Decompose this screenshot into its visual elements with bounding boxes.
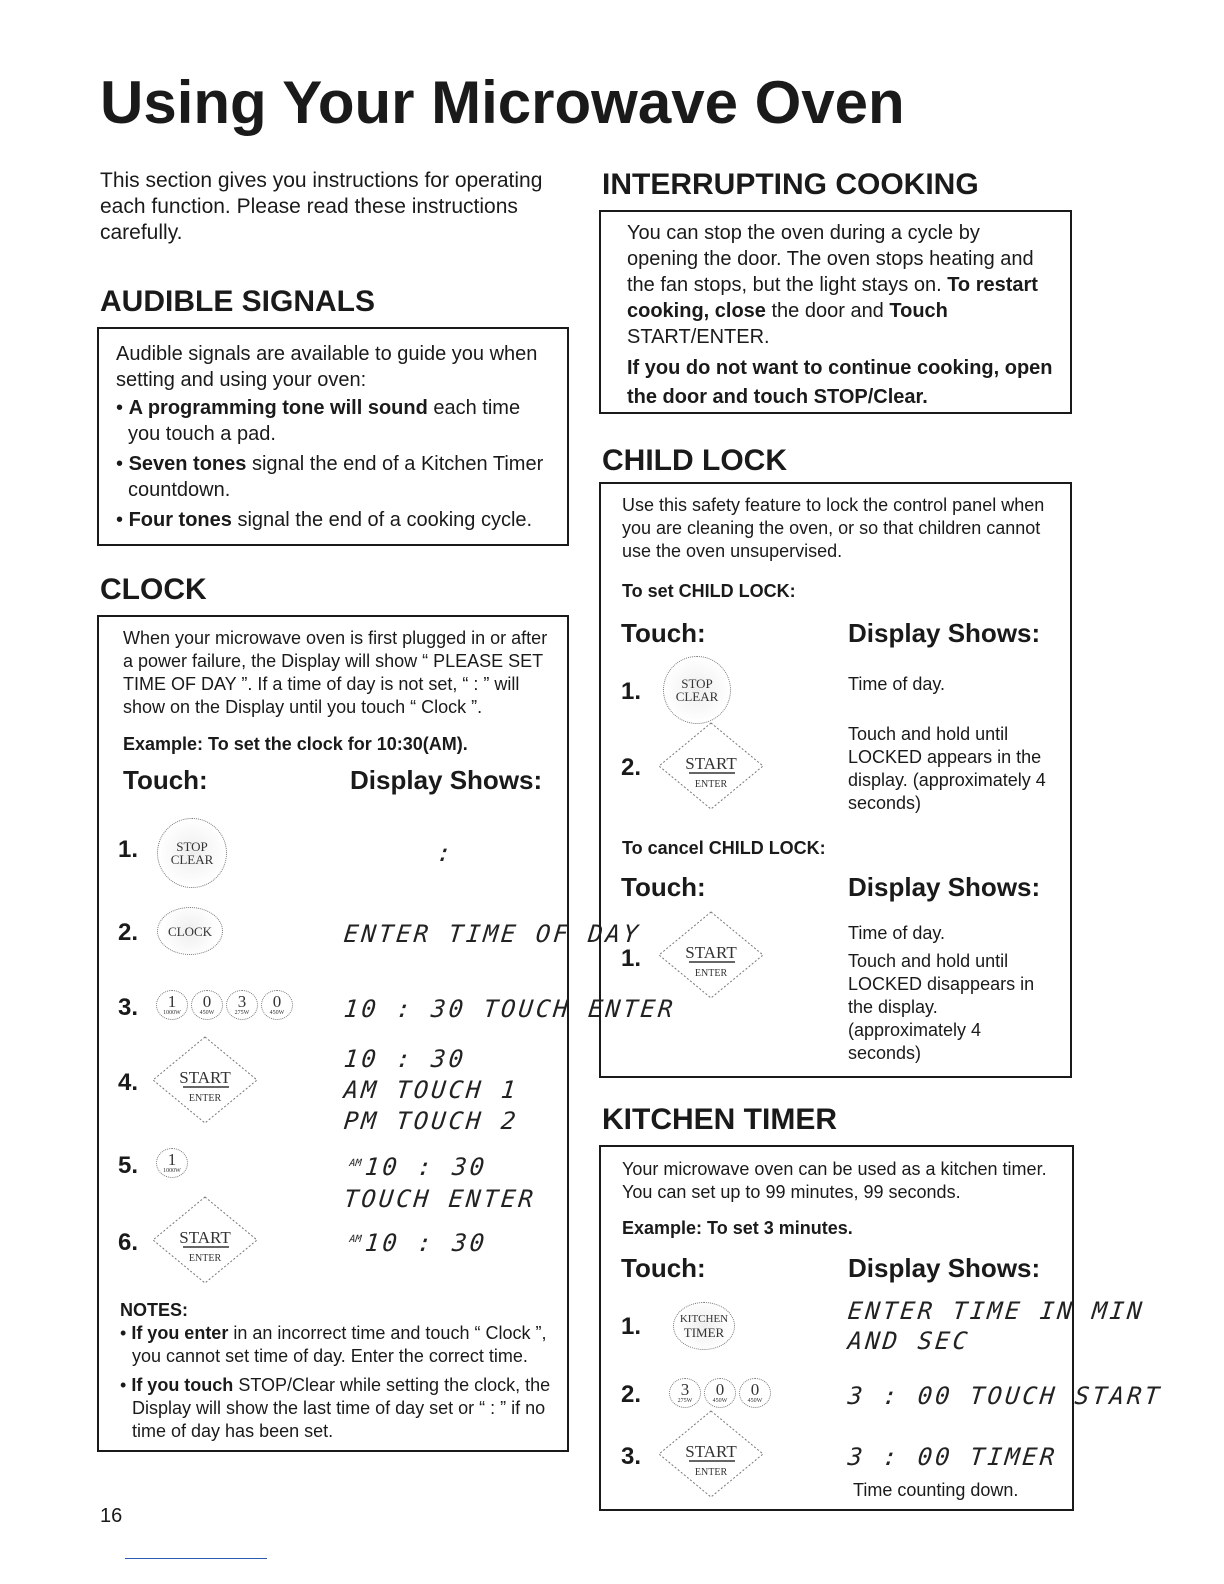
audible-bullet-1: • A programming tone will sound each time you touch a pad. [116, 397, 521, 445]
child-lock-cancel-display-header: Display Shows: [848, 872, 1041, 902]
svg-text:START: START [685, 1442, 737, 1461]
digit-1-pad[interactable]: 1 1000W [156, 1148, 188, 1178]
clock-step-4-num: 4. [118, 1069, 139, 1096]
kitchen-timer-text: Your microwave oven can be used as a kitchen timer. You can set up to 99 minutes, 99 seconds. [622, 1159, 1047, 1202]
start-enter-icon [657, 910, 765, 1000]
kitchen-timer-pad-label-2: TIMER [683, 1325, 725, 1340]
child-lock-heading: CHILD LOCK [602, 444, 787, 477]
stop-clear-label-2: CLEAR [675, 689, 719, 704]
clock-step-3-display: 10 : 30 TOUCH ENTER [342, 995, 678, 1023]
kitchen-timer-box [599, 1145, 1164, 1511]
kitchen-timer-display-header: Display Shows: [848, 1253, 1041, 1283]
clock-note-1: • If you enter in an incorrect time and touch “ Clock ”, you cannot set time of day. Enter the correct time. [120, 1323, 547, 1366]
svg-text:START: START [685, 754, 737, 773]
interrupting-box [599, 210, 1072, 414]
kitchen-timer-heading: KITCHEN TIMER [602, 1103, 837, 1136]
digit-0-pad[interactable]: 0 450W [191, 990, 223, 1020]
kitchen-timer-step-1-display-1: ENTER TIME IN MIN [846, 1297, 1147, 1325]
clock-pad[interactable] [157, 907, 223, 955]
clock-step-5-display-2: TOUCH ENTER [342, 1185, 538, 1213]
child-lock-box [599, 482, 1072, 1078]
start-enter-icon [657, 721, 765, 811]
kitchen-timer-pad[interactable] [673, 1302, 735, 1350]
kitchen-timer-step-2-display: 3 : 00 TOUCH START [846, 1382, 1164, 1410]
clock-touch-header: Touch: [123, 765, 208, 795]
svg-text:ENTER: ENTER [188, 1253, 222, 1264]
start-enter-pad[interactable] [657, 1409, 765, 1504]
child-lock-cancel-step-1-num: 1. [621, 945, 642, 972]
clock-step-5-num: 5. [118, 1152, 139, 1179]
clock-pad-label: CLOCK [167, 923, 213, 939]
clock-text: When your microwave oven is first plugged in or after a power failure, the Display will show “ PLEASE SET TIME OF DAY ”. If a time of day is not set, “ : ” will show on the Display until you touch “ Clock ”. [123, 628, 548, 717]
clock-step-6-display: $^{AM}$10 : 30 [348, 1229, 489, 1257]
start-enter-pad[interactable] [657, 721, 765, 816]
clock-step-3-num: 3. [118, 994, 139, 1021]
interrupting-heading: INTERRUPTING COOKING [602, 168, 979, 201]
interrupting-text-1: You can stop the oven during a cycle by opening the door. The oven stops heating and the fan stops, but the light stays on. To restart cooking, close the door and Touch START/ENTER. [627, 222, 1038, 348]
child-lock-cancel-step-1-display-2: Touch and hold until LOCKED disappears in the display. (approximately 4 seconds) [848, 951, 1035, 1063]
clock-step-1-display: : [435, 839, 456, 867]
digit-0-pad[interactable]: 0 450W [739, 1378, 771, 1408]
intro-text: This section gives you instructions for operating each function. Please read these instructions carefully. [100, 169, 543, 244]
child-lock-touch-header: Touch: [621, 618, 706, 648]
clock-step-4-display-1: 10 : 30 [342, 1045, 468, 1073]
svg-text:ENTER: ENTER [694, 779, 728, 790]
svg-text:ENTER: ENTER [694, 1467, 728, 1478]
child-lock-cancel-step-1-display-1: Time of day. [848, 923, 946, 943]
digit-3-pad[interactable]: 3 275W [226, 990, 258, 1020]
kitchen-timer-step-3-num: 3. [621, 1443, 642, 1470]
svg-text:ENTER: ENTER [188, 1093, 222, 1104]
digit-1-pad[interactable]: 1 1000W [156, 990, 188, 1020]
clock-notes-label: NOTES: [120, 1300, 189, 1320]
clock-heading: CLOCK [100, 573, 207, 606]
audible-text: Audible signals are available to guide you when setting and using your oven: [116, 343, 538, 391]
page-title: Using Your Microwave Oven [100, 69, 905, 136]
interrupting-text-2: If you do not want to continue cooking, open the door and touch STOP/Clear. [627, 357, 1053, 408]
clock-box [97, 615, 678, 1452]
svg-text:START: START [179, 1228, 231, 1247]
clock-step-5-pads [156, 1148, 191, 1178]
svg-text:START: START [179, 1068, 231, 1087]
kitchen-timer-step-1-num: 1. [621, 1313, 642, 1340]
start-enter-pad[interactable] [151, 1195, 259, 1290]
kitchen-timer-touch-header: Touch: [621, 1253, 706, 1283]
clock-example: Example: To set the clock for 10:30(AM). [123, 734, 468, 754]
clock-display-header: Display Shows: [350, 765, 543, 795]
digit-0-pad[interactable]: 0 450W [261, 990, 293, 1020]
child-lock-step-2-display: Touch and hold until LOCKED appears in the display. (approximately 4 seconds) [848, 724, 1046, 813]
child-lock-display-header: Display Shows: [848, 618, 1041, 648]
clock-step-2-num: 2. [118, 919, 139, 946]
start-enter-icon [657, 1409, 765, 1499]
clock-step-2-display: ENTER TIME OF DAY [342, 920, 643, 948]
kitchen-timer-step-3-display: 3 : 00 TIMER [846, 1443, 1059, 1471]
svg-text:ENTER: ENTER [694, 968, 728, 979]
kitchen-timer-step-2-pads [669, 1378, 774, 1408]
audible-heading: AUDIBLE SIGNALS [100, 285, 376, 318]
clock-step-1-num: 1. [118, 836, 139, 863]
start-enter-icon [151, 1195, 259, 1285]
child-lock-step-1-num: 1. [621, 678, 642, 705]
stop-clear-label-1: STOP [681, 676, 713, 691]
digit-0-pad[interactable]: 0 450W [704, 1378, 736, 1408]
child-lock-set-label: To set CHILD LOCK: [622, 581, 796, 601]
digit-3-pad[interactable]: 3 275W [669, 1378, 701, 1408]
clock-step-3-pads [156, 990, 296, 1020]
child-lock-text: Use this safety feature to lock the control panel when you are cleaning the oven, or so that children cannot use the oven unsupervised. [622, 495, 1045, 561]
stop-clear-label-2: CLEAR [170, 852, 214, 867]
child-lock-step-1-display: Time of day. [848, 674, 946, 694]
kitchen-timer-step-2-num: 2. [621, 1381, 642, 1408]
start-enter-pad[interactable] [151, 1035, 259, 1130]
svg-text:START: START [685, 943, 737, 962]
kitchen-timer-pad-label-1: KITCHEN [679, 1313, 729, 1325]
child-lock-cancel-label: To cancel CHILD LOCK: [622, 838, 826, 858]
kitchen-timer-example: Example: To set 3 minutes. [622, 1218, 853, 1238]
child-lock-cancel-touch-header: Touch: [621, 872, 706, 902]
child-lock-step-2-num: 2. [621, 754, 642, 781]
kitchen-timer-step-1-display-2: AND SEC [846, 1327, 972, 1355]
page-number: 16 [100, 1505, 123, 1527]
start-enter-icon [151, 1035, 259, 1125]
clock-step-6-num: 6. [118, 1229, 139, 1256]
audible-bullet-2: • Seven tones signal the end of a Kitchen Timer countdown. [116, 453, 544, 501]
kitchen-timer-step-3-note: Time counting down. [853, 1480, 1019, 1500]
audible-box [97, 327, 569, 546]
stop-clear-label-1: STOP [176, 839, 208, 854]
clock-note-2: • If you touch STOP/Clear while setting the clock, the Display will show the last time of day set or “ : ” if no time of day has been set. [120, 1375, 551, 1441]
footer-rule [125, 1558, 267, 1559]
clock-step-5-display-1: $^{AM}$10 : 30 [348, 1153, 489, 1181]
audible-bullet-3: • Four tones signal the end of a cooking cycle. [116, 509, 533, 531]
stop-clear-pad[interactable] [663, 656, 731, 724]
clock-step-4-display-3: PM TOUCH 2 [342, 1107, 520, 1135]
stop-clear-pad[interactable] [157, 818, 227, 888]
clock-step-4-display-2: AM TOUCH 1 [342, 1076, 520, 1104]
start-enter-pad[interactable] [657, 910, 765, 1005]
